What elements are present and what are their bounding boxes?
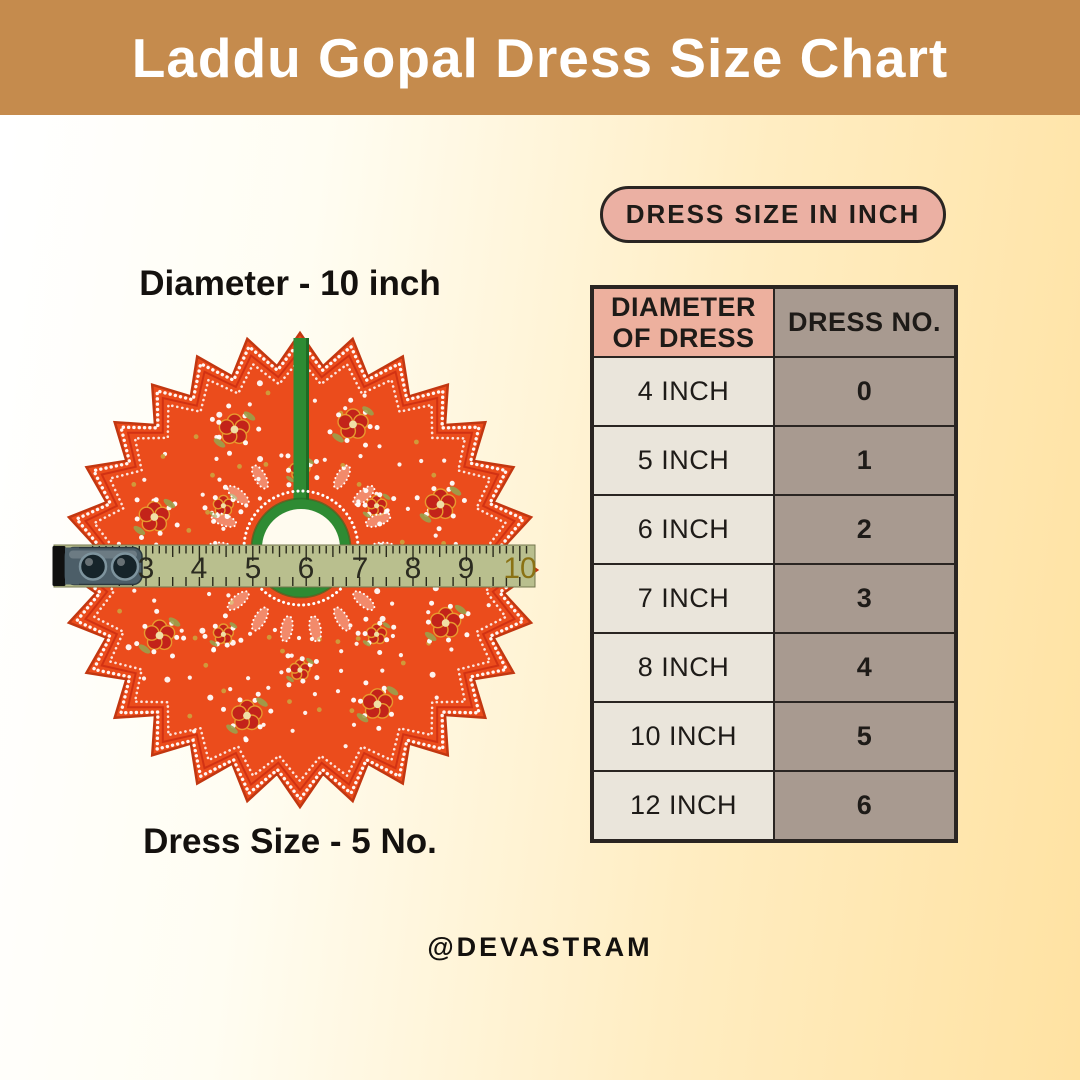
table-header-dress-no: DRESS NO. (774, 288, 955, 357)
table-row-diameter: 7 INCH (593, 564, 774, 633)
table-row-diameter: 8 INCH (593, 633, 774, 702)
table-row-dress-no: 6 (774, 771, 955, 840)
tape-number: 8 (404, 552, 422, 585)
table-row-diameter: 10 INCH (593, 702, 774, 771)
table-row-dress-no: 0 (774, 357, 955, 426)
brand-handle: @DEVASTRAM (427, 932, 653, 962)
tape-number: 10 (503, 552, 537, 585)
tape-number: 9 (457, 552, 475, 585)
dress-photo (52, 330, 544, 810)
header-band (0, 0, 1080, 115)
table-header-diameter: DIAMETER OF DRESS (593, 288, 774, 357)
table-row-diameter: 6 INCH (593, 495, 774, 564)
tape-number: 3 (137, 552, 155, 585)
tape-number: 5 (244, 552, 262, 585)
dress-size-label: Dress Size - 5 No. (143, 822, 437, 861)
tape-number: 4 (190, 552, 208, 585)
page-title: Laddu Gopal Dress Size Chart (131, 26, 949, 89)
diameter-label: Diameter - 10 inch (139, 264, 441, 303)
table-row-dress-no: 1 (774, 426, 955, 495)
table-row-dress-no: 4 (774, 633, 955, 702)
dress-size-badge: DRESS SIZE IN INCH (600, 186, 946, 243)
table-row-dress-no: 3 (774, 564, 955, 633)
tape-number: 7 (351, 552, 369, 585)
table-row-diameter: 5 INCH (593, 426, 774, 495)
tape-number: 6 (297, 552, 315, 585)
table-row-diameter: 4 INCH (593, 357, 774, 426)
table-row-dress-no: 2 (774, 495, 955, 564)
table-row-dress-no: 5 (774, 702, 955, 771)
size-table (590, 285, 958, 843)
table-row-diameter: 12 INCH (593, 771, 774, 840)
